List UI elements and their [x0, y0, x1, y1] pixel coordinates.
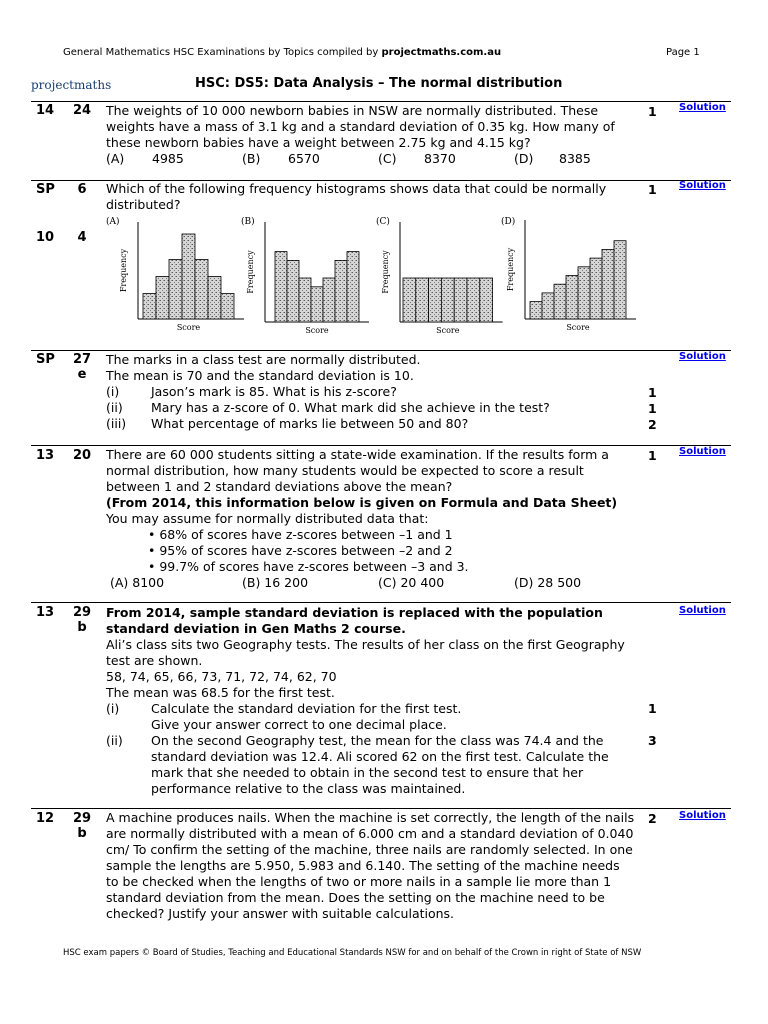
q5-year: 13 [36, 605, 55, 620]
histogram-bar [429, 278, 442, 322]
histogram-bar [602, 249, 614, 319]
q3-number: 27 e [72, 352, 92, 382]
histogram-bar [530, 302, 542, 319]
footer-copyright: HSC exam papers © Board of Studies, Teaching and Educational Standards NSW for and on behalf of the Crown in right of State of NSW [63, 948, 642, 958]
q4-year: 13 [36, 448, 55, 463]
x-axis-label: Score [436, 326, 460, 335]
histogram-bar [323, 278, 335, 322]
q4-number: 20 [72, 448, 92, 463]
q3-part-ii-marks: 1 [648, 401, 657, 416]
histogram-bar [403, 278, 416, 322]
q2-marks: 1 [648, 182, 657, 197]
histogram-bar [221, 294, 234, 320]
histogram-bar [287, 260, 299, 322]
divider [31, 350, 731, 351]
q1-year: 14 [36, 103, 55, 118]
page-number: Page 1 [666, 47, 700, 58]
q6-marks: 2 [648, 811, 657, 826]
q3-year: SP [36, 352, 55, 367]
x-axis-label: Score [305, 326, 329, 335]
q3-solution-link[interactable]: Solution [679, 351, 726, 362]
histogram-bar [454, 278, 467, 322]
q5-text: From 2014, sample standard deviation is replaced with the population standard deviation in Gen Maths 2 course. Ali’s class sits two Geography tests. The results of her class on the first Geography test are shown. 58, 74, 65, 66, 73, 71, 72, 74, 62, 70 The mean was 68.5 for the first test. (i) Calculate the standard deviation for the first test. Give your answer correct to one decimal place. (ii) On the second Geography test, the mean for the class was 74.4 and the standard deviation was 12.4. Ali scored 62 on the first test. Calculate the mark that she needed to obtain in the second test to ensure that her performance relative to the class was maintained. [106, 605, 636, 797]
x-axis-label: Score [176, 323, 201, 332]
page-title: HSC: DS5: Data Analysis – The normal distribution [195, 76, 563, 91]
histogram-bar [335, 260, 347, 322]
histogram-bar [554, 284, 566, 319]
y-axis-label: Frequency [246, 250, 255, 294]
x-axis-label: Score [566, 323, 590, 332]
q5-number: 29 b [72, 605, 92, 635]
brand-logo: projectmaths [31, 78, 112, 92]
histogram-bar [566, 276, 578, 320]
histogram-bar [347, 252, 359, 322]
q5-solution-link[interactable]: Solution [679, 605, 726, 616]
q4-options: (A) 8100 (B) 16 200 (C) 20 400 (D) 28 500 [110, 575, 582, 590]
q3-part-i-marks: 1 [648, 385, 657, 400]
q3-part-i: (i) Jason’s mark is 85. What is his z-score? [106, 384, 397, 399]
histogram-bar [578, 267, 590, 319]
histogram-bar [441, 278, 454, 322]
histogram-bar [208, 277, 221, 320]
q5-part-i-marks: 1 [648, 701, 657, 716]
q2-year: SP [36, 182, 55, 197]
q2-number: 6 [77, 182, 87, 197]
histogram-label: (B) [241, 217, 255, 227]
q2-text: Which of the following frequency histograms shows data that could be normally distributed? [106, 181, 607, 212]
histogram-bar [614, 241, 626, 319]
histogram-bar [590, 258, 602, 319]
divider [31, 808, 731, 809]
q3-part-ii: (ii) Mary has a z-score of 0. What mark did she achieve in the test? [106, 400, 550, 415]
q2-solution-link[interactable]: Solution [679, 180, 726, 191]
q4-note: (From 2014, this information below is given on Formula and Data Sheet) [106, 495, 618, 510]
histogram-bar [480, 278, 493, 322]
histogram-bar [416, 278, 429, 322]
histogram-bar [143, 294, 156, 320]
q5-data: 58, 74, 65, 66, 73, 71, 72, 74, 62, 70 [106, 669, 337, 684]
q5-part-ii: (ii) On the second Geography test, the mean for the class was 74.4 and the standard deviation was 12.4. Ali scored 62 on the first test. Calculate the mark that she needed to obtain in the second test to ensure that her performance relative to the class was maintained. [106, 733, 609, 796]
divider [31, 445, 731, 446]
divider [31, 101, 731, 102]
histogram-label: (D) [501, 217, 516, 227]
y-axis-label: Frequency [506, 247, 515, 292]
q6-text: A machine produces nails. When the machine is set correctly, the length of the nails are normally distributed with a mean of 6.000 cm and a standard deviation of 0.040 cm/ To confirm the setting of the machine, three nails are randomly selected. In one sample the lengths are 5.950, 5.983 and 6.140. The setting of the machine needs to be checked when the lengths of two or more nails in a sample lie more than 1 standard deviation from the mean. Does the setting on the machine need to be checked? Justify your answer with suitable calculations. [106, 810, 635, 921]
q1-options: (A) 4985 (B) 6570 (C) 8370 (D) 8385 [106, 151, 591, 166]
histogram-bar [542, 293, 554, 319]
histogram-bar [195, 260, 208, 320]
y-axis-label: Frequency [119, 248, 128, 293]
q1-marks: 1 [648, 104, 657, 119]
q3-text: The marks in a class test are normally distributed. The mean is 70 and the standard deviation is 10. (i) Jason’s mark is 85. What is his z-score? (ii) Mary has a z-score of 0. What mark did she achieve in the test? (iii) What percentage of marks lie between 50 and 80? [106, 352, 636, 432]
header-source: General Mathematics HSC Examinations by Topics compiled by projectmaths.com.au [63, 47, 502, 58]
histogram-bar [169, 260, 182, 320]
q1-solution-link[interactable]: Solution [679, 102, 726, 113]
q6-number: 29 b [72, 811, 92, 841]
histogram-bar [311, 287, 323, 322]
q5-part-ii-marks: 3 [648, 733, 657, 748]
histogram-bar [156, 277, 169, 320]
histogram-label: (C) [376, 217, 390, 227]
q5-part-i: (i) Calculate the standard deviation for the first test. [106, 701, 462, 716]
histogram-bar [299, 278, 311, 322]
histogram-options [100, 212, 640, 338]
header-site[interactable]: projectmaths.com.au [381, 47, 502, 58]
histogram-bar [275, 252, 287, 322]
q1-number: 24 [72, 103, 92, 118]
q5-note: From 2014, sample standard deviation is replaced with the population standard deviation in Gen Maths 2 course. [106, 605, 603, 636]
y-axis-label: Frequency [381, 250, 390, 294]
q3-part-iii-marks: 2 [648, 417, 657, 432]
histogram-bar [467, 278, 480, 322]
q3-part-iii: (iii) What percentage of marks lie between 50 and 80? [106, 416, 469, 431]
q2-year-alt: 10 [36, 230, 55, 245]
divider [31, 602, 731, 603]
q4-solution-link[interactable]: Solution [679, 446, 726, 457]
q1-text: The weights of 10 000 newborn babies in NSW are normally distributed. These weights have a mass of 3.1 kg and a standard deviation of 0.35 kg. How many of these newborn babies have a weight between 2.75 kg and 4.15 kg? (A) 4985 (B) 6570 (C) 8370 (D) 8385 [106, 103, 636, 167]
q6-year: 12 [36, 811, 55, 826]
q4-text: There are 60 000 students sitting a state-wide examination. If the results form a normal distribution, how many students would be expected to score a result between 1 and 2 standard deviations above the mean? (From 2014, this information below is given on Formula and Data Sheet) You may assume for normally distributed data that: • 68% of scores have z-scores between –1 and 1 • 95% of scores have z-scores between –2 and 2 • 99.7% of scores have z-scores between –3 and 3. (A) 8100 (B) 16 200 (C) 20 400 (D) 28 500 [106, 447, 636, 591]
histogram-label: (A) [106, 217, 120, 227]
q6-solution-link[interactable]: Solution [679, 810, 726, 821]
q2-number-alt: 4 [77, 230, 87, 245]
histogram-bar [182, 234, 195, 319]
q4-marks: 1 [648, 448, 657, 463]
